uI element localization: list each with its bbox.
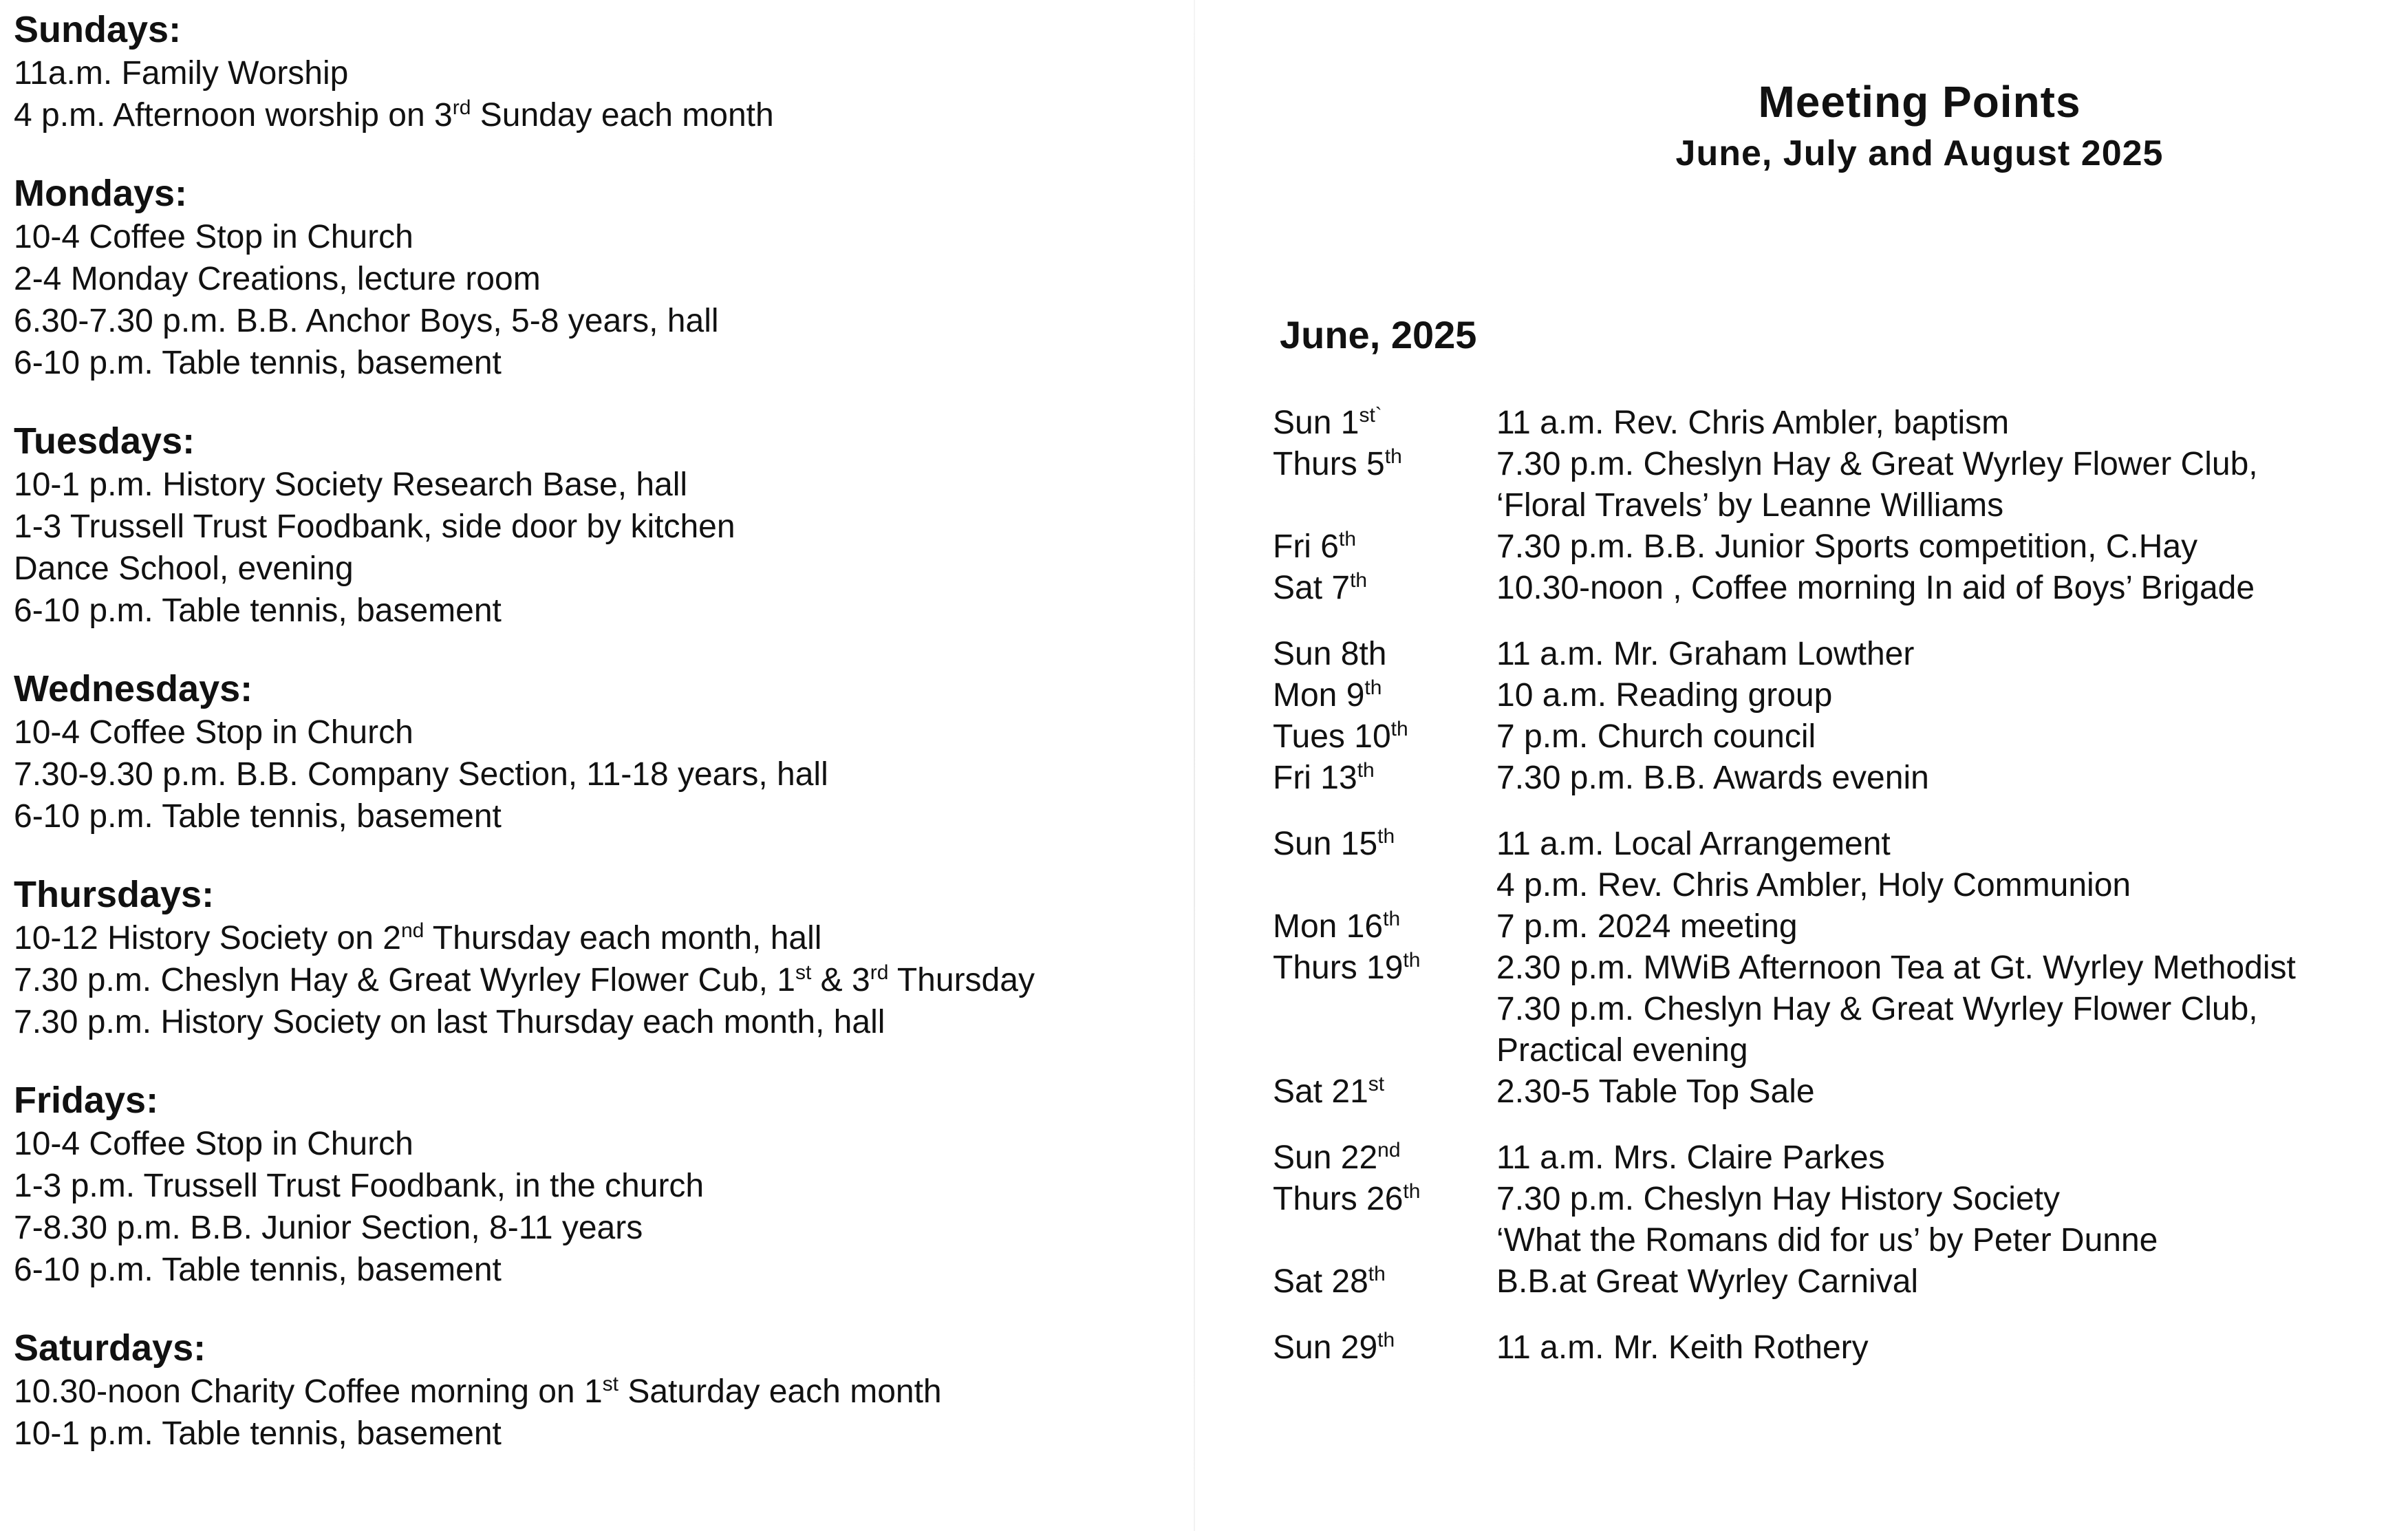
event-date (1273, 444, 1496, 485)
line-text: Saturday each month (619, 1373, 942, 1410)
event-day: Sat 21 (1273, 1073, 1368, 1110)
event-description: Practical evening (1496, 1032, 1748, 1069)
event-date (1273, 1220, 1496, 1261)
event-description: ‘Floral Travels’ by Leanne Williams (1496, 487, 2004, 524)
event-description: 11 a.m. Mr. Keith Rothery (1496, 1329, 1869, 1366)
event-day: Sat 7 (1273, 570, 1351, 606)
event-group (1273, 824, 2401, 1113)
event-group (1273, 403, 2401, 609)
schedule-line: 6-10 p.m. Table tennis, basement (14, 592, 502, 629)
event-row (1273, 1030, 2401, 1071)
schedule-line: 6.30-7.30 p.m. B.B. Anchor Boys, 5-8 years, hall (14, 303, 719, 339)
ordinal-suffix: th (1377, 825, 1395, 848)
ordinal-suffix: th (1368, 1263, 1386, 1285)
event-row (1273, 634, 2401, 675)
event-date (1273, 568, 1496, 609)
day-heading: Saturdays: (14, 1327, 206, 1369)
schedule-line: 1-3 p.m. Trussell Trust Foodbank, in the church (14, 1168, 705, 1204)
event-date (1273, 1179, 1496, 1220)
event-date (1273, 403, 1496, 444)
event-row (1273, 526, 2401, 568)
day-block-fridays (14, 1078, 1176, 1291)
schedule-line: 10-4 Coffee Stop in Church (14, 714, 413, 751)
schedule-line (14, 1371, 1176, 1413)
event-list (1273, 403, 2401, 1393)
schedule-line: 7.30-9.30 p.m. B.B. Company Section, 11-18 years, hall (14, 756, 828, 793)
event-day: Tues 10 (1273, 718, 1391, 755)
event-day: Mon 9 (1273, 677, 1365, 714)
schedule-line (14, 917, 1176, 959)
day-block-thursdays (14, 872, 1176, 1043)
line-text: 4 p.m. Afternoon worship on 3 (14, 97, 453, 133)
ordinal-suffix: nd (1377, 1139, 1401, 1161)
event-date (1273, 1327, 1496, 1369)
schedule-line: Dance School, evening (14, 550, 354, 587)
ordinal-suffix: th (1384, 445, 1402, 468)
ordinal-suffix: th (1403, 949, 1421, 972)
event-date (1273, 758, 1496, 799)
event-row (1273, 1137, 2401, 1179)
schedule-line: 1-3 Trussell Trust Foodbank, side door by kitchen (14, 508, 735, 545)
schedule-line: 11a.m. Family Worship (14, 55, 349, 92)
event-row (1273, 675, 2401, 716)
event-description: 7.30 p.m. Cheslyn Hay History Society (1496, 1181, 2060, 1217)
event-date (1273, 865, 1496, 906)
ordinal-suffix: nd (400, 919, 424, 942)
day-block-mondays (14, 171, 1176, 384)
event-date (1273, 947, 1496, 989)
event-description: 7.30 p.m. B.B. Awards evenin (1496, 760, 1929, 796)
event-description: 7.30 p.m. Cheslyn Hay & Great Wyrley Flower Club, (1496, 991, 2258, 1027)
event-date (1273, 634, 1496, 675)
event-group (1273, 1327, 2401, 1369)
event-day: Thurs 5 (1273, 446, 1385, 482)
schedule-line: 2-4 Monday Creations, lecture room (14, 261, 541, 297)
line-text: Sunday each month (471, 97, 774, 133)
schedule-line: 6-10 p.m. Table tennis, basement (14, 345, 502, 381)
event-row (1273, 403, 2401, 444)
schedule-line: 6-10 p.m. Table tennis, basement (14, 1252, 502, 1288)
schedule-line: 10-1 p.m. Table tennis, basement (14, 1415, 502, 1452)
event-day: Thurs 26 (1273, 1181, 1404, 1217)
event-day: Sun 15 (1273, 826, 1378, 862)
event-date (1273, 526, 1496, 568)
event-row (1273, 1220, 2401, 1261)
line-text: 10-12 History Society on 2 (14, 920, 401, 956)
event-row (1273, 1261, 2401, 1303)
event-row (1273, 947, 2401, 989)
day-heading: Thursdays: (14, 874, 215, 915)
event-description: 2.30-5 Table Top Sale (1496, 1073, 1815, 1110)
event-description: ‘What the Romans did for us’ by Peter Dunne (1496, 1222, 2158, 1259)
day-heading: Mondays: (14, 173, 188, 214)
event-date (1273, 1261, 1496, 1303)
event-day: Sat 28 (1273, 1263, 1368, 1300)
ordinal-suffix: st (602, 1373, 619, 1395)
ordinal-suffix: th (1364, 676, 1382, 699)
event-row (1273, 485, 2401, 526)
ordinal-suffix: th (1390, 718, 1408, 740)
event-description: 10.30-noon , Coffee morning In aid of Boys’ Brigade (1496, 570, 2255, 606)
schedule-line (14, 94, 1176, 136)
event-day: Sun 8th (1273, 636, 1387, 672)
event-description: 11 a.m. Mr. Graham Lowther (1496, 636, 1915, 672)
event-description: 11 a.m. Local Arrangement (1496, 826, 1891, 862)
event-group (1273, 634, 2401, 799)
line-text: 10.30-noon Charity Coffee morning on 1 (14, 1373, 603, 1410)
event-date (1273, 1071, 1496, 1113)
event-description: 11 a.m. Mrs. Claire Parkes (1496, 1139, 1885, 1176)
day-heading: Fridays: (14, 1080, 159, 1121)
event-date (1273, 1137, 1496, 1179)
event-description: 7.30 p.m. Cheslyn Hay & Great Wyrley Flower Club, (1496, 446, 2258, 482)
event-description: B.B.at Great Wyrley Carnival (1496, 1263, 1919, 1300)
schedule-line: 7.30 p.m. History Society on last Thursday each month, hall (14, 1004, 885, 1040)
day-block-tuesdays (14, 418, 1176, 632)
event-date (1273, 716, 1496, 758)
month-heading: June, 2025 (1280, 313, 1477, 356)
event-row (1273, 716, 2401, 758)
day-heading: Wednesdays: (14, 668, 253, 709)
ordinal-suffix: th (1403, 1180, 1421, 1203)
ordinal-suffix: th (1350, 569, 1368, 592)
line-text: & 3 (811, 962, 870, 998)
ordinal-suffix: th (1383, 908, 1401, 930)
event-row (1273, 824, 2401, 865)
ordinal-suffix: th (1339, 528, 1357, 550)
event-date (1273, 824, 1496, 865)
day-heading: Sundays: (14, 9, 182, 50)
event-day: Sun 1 (1273, 405, 1359, 441)
event-day: Fri 13 (1273, 760, 1357, 796)
page-fold (1194, 0, 1195, 1531)
event-group (1273, 1137, 2401, 1303)
schedule-line: 10-4 Coffee Stop in Church (14, 219, 413, 255)
schedule-line: 10-4 Coffee Stop in Church (14, 1126, 413, 1162)
schedule-line: 6-10 p.m. Table tennis, basement (14, 798, 502, 835)
page-subtitle: June, July and August 2025 (1675, 133, 2164, 173)
schedule-line (14, 959, 1176, 1001)
event-row (1273, 1179, 2401, 1220)
ordinal-suffix: st (1368, 1073, 1385, 1095)
day-block-wednesdays (14, 666, 1176, 837)
event-date (1273, 989, 1496, 1030)
event-date (1273, 675, 1496, 716)
ordinal-suffix: rd (452, 96, 471, 119)
ordinal-suffix: st` (1359, 404, 1382, 427)
event-day: Sun 22 (1273, 1139, 1378, 1176)
event-description: 7.30 p.m. B.B. Junior Sports competition, C.Hay (1496, 528, 2198, 565)
event-row (1273, 906, 2401, 947)
event-description: 4 p.m. Rev. Chris Ambler, Holy Communion (1496, 867, 2131, 903)
event-day: Sun 29 (1273, 1329, 1378, 1366)
line-text: Thursday (888, 962, 1035, 998)
event-description: 7 p.m. 2024 meeting (1496, 908, 1798, 945)
schedule-line: 7-8.30 p.m. B.B. Junior Section, 8-11 years (14, 1210, 643, 1246)
day-block-saturdays (14, 1325, 1176, 1455)
ordinal-suffix: st (795, 961, 812, 984)
line-text: Thursday each month, hall (424, 920, 822, 956)
schedule-line: 10-1 p.m. History Society Research Base, hall (14, 467, 688, 503)
event-day: Thurs 19 (1273, 950, 1404, 986)
event-description: 10 a.m. Reading group (1496, 677, 1833, 714)
event-row (1273, 1071, 2401, 1113)
line-text: 7.30 p.m. Cheslyn Hay & Great Wyrley Flower Cub, 1 (14, 962, 795, 998)
event-day: Mon 16 (1273, 908, 1384, 945)
event-description: 7 p.m. Church council (1496, 718, 1816, 755)
event-date (1273, 1030, 1496, 1071)
event-row (1273, 568, 2401, 609)
event-date (1273, 906, 1496, 947)
event-description: 11 a.m. Rev. Chris Ambler, baptism (1496, 405, 2010, 441)
event-date (1273, 485, 1496, 526)
event-row (1273, 1327, 2401, 1369)
weekly-schedule (14, 7, 1176, 1455)
event-row (1273, 989, 2401, 1030)
event-day: Fri 6 (1273, 528, 1339, 565)
event-row (1273, 444, 2401, 485)
ordinal-suffix: th (1357, 759, 1375, 782)
day-block-sundays (14, 7, 1176, 136)
event-row (1273, 758, 2401, 799)
event-row (1273, 865, 2401, 906)
day-heading: Tuesdays: (14, 420, 195, 462)
page-title: Meeting Points (1758, 77, 2081, 127)
event-description: 2.30 p.m. MWiB Afternoon Tea at Gt. Wyrley Methodist (1496, 950, 2296, 986)
ordinal-suffix: rd (870, 961, 889, 984)
ordinal-suffix: th (1377, 1329, 1395, 1351)
